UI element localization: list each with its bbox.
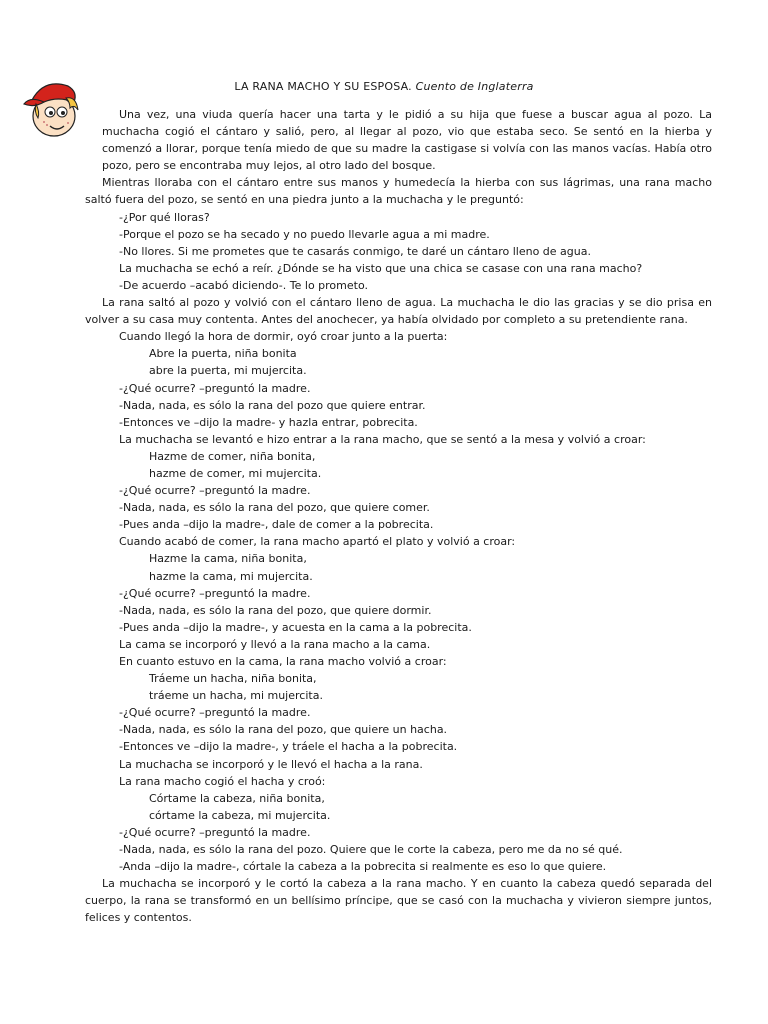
- dialogue-line: En cuanto estuvo en la cama, la rana macho volvió a croar:: [119, 655, 447, 668]
- dialogue-line: La muchacha se incorporó y le llevó el hacha a la rana.: [119, 757, 423, 771]
- title-subtitle: Cuento de Inglaterra: [415, 80, 534, 93]
- dialogue-line: -¿Qué ocurre? –preguntó la madre.: [119, 586, 311, 600]
- dialogue-line: -Porque el pozo se ha secado y no puedo llevarle agua a mi madre.: [119, 227, 490, 241]
- paragraph: Una vez, una viuda quería hacer una tarta y le pidió a su hija que fuese a buscar agua al pozo. La muchacha cogió el cántaro y salió, pero, al llegar al pozo, vio que estaba seco. Se sentó en la hierba y comenzó a llorar, porque tenía miedo de que su madre la castigase si volvía con las manos vacías. Había otro pozo, pero se encontraba muy lejos, al otro lado del bosque.: [102, 108, 712, 173]
- verse-line: Hazme de comer, niña bonita,: [149, 449, 316, 463]
- verse-line: Abre la puerta, niña bonita: [149, 347, 297, 361]
- dialogue-line: -¿Qué ocurre? –preguntó la madre.: [119, 825, 311, 839]
- dialogue-line: -¿Qué ocurre? –preguntó la madre.: [119, 381, 311, 395]
- dialogue-line: -Nada, nada, es sólo la rana del pozo, que quiere comer.: [119, 501, 430, 515]
- dialogue-line: Cuando acabó de comer, la rana macho apartó el plato y volvió a croar:: [119, 535, 516, 549]
- dialogue-line: -No llores. Si me prometes que te casarás conmigo, te daré un cántaro lleno de agua.: [119, 244, 591, 258]
- dialogue-line: -Entonces ve –dijo la madre-, y tráele el hacha a la pobrecita.: [119, 740, 458, 754]
- verse-line: Hazme la cama, niña bonita,: [149, 552, 307, 566]
- dialogue-line: -Entonces ve –dijo la madre- y hazla entrar, pobrecita.: [119, 415, 418, 429]
- verse-line: hazme de comer, mi mujercita.: [149, 466, 322, 480]
- dialogue-line: -¿Qué ocurre? –preguntó la madre.: [119, 484, 311, 498]
- dialogue-line: -Nada, nada, es sólo la rana del pozo, que quiere un hacha.: [119, 723, 448, 737]
- dialogue-line: -Pues anda –dijo la madre-, y acuesta en la cama a la pobrecita.: [119, 620, 472, 634]
- paragraph: La rana saltó al pozo y volvió con el cántaro lleno de agua. La muchacha le dio las gracias y se dio prisa en volver a su casa muy contenta. Antes del anochecer, ya había olvidado por completo a su pretendiente rana.: [85, 296, 712, 327]
- verse-line: Córtame la cabeza, niña bonita,: [149, 791, 325, 805]
- dialogue-line: -¿Por qué lloras?: [119, 210, 210, 224]
- dialogue-line: -Nada, nada, es sólo la rana del pozo, que quiere dormir.: [119, 603, 432, 617]
- paragraph: Mientras lloraba con el cántaro entre sus manos y humedecía la hierba con sus lágrimas, una rana macho saltó fuera del pozo, se sentó en una piedra junto a la muchacha y le preguntó:: [85, 176, 712, 207]
- verse-line: Tráeme un hacha, niña bonita,: [149, 672, 317, 686]
- dialogue-line: -Nada, nada, es sólo la rana del pozo. Quiere que le corte la cabeza, pero me da no sé qué.: [119, 843, 623, 857]
- dialogue-line: -Anda –dijo la madre-, córtale la cabeza a la pobrecita si realmente es eso lo que quiere.: [119, 860, 607, 874]
- dialogue-line: -Nada, nada, es sólo la rana del pozo que quiere entrar.: [119, 398, 426, 412]
- dialogue-line: Cuando llegó la hora de dormir, oyó croar junto a la puerta:: [119, 330, 448, 344]
- paragraph: La muchacha se incorporó y le cortó la cabeza a la rana macho. Y en cuanto la cabeza quedó separada del cuerpo, la rana se transformó en un bellísimo príncipe, que se casó con la muchacha y vivieron siempre juntos, felices y contentos.: [85, 877, 712, 925]
- dialogue-line: La muchacha se levantó e hizo entrar a la rana macho, que se sentó a la mesa y volvió a croar:: [119, 432, 646, 446]
- verse-line: hazme la cama, mi mujercita.: [149, 569, 313, 583]
- dialogue-line: -Pues anda –dijo la madre-, dale de comer a la pobrecita.: [119, 518, 434, 532]
- story-body: [85, 106, 712, 927]
- dialogue-line: La cama se incorporó y llevó a la rana macho a la cama.: [119, 637, 431, 651]
- title-main: LA RANA MACHO Y SU ESPOSA.: [234, 80, 412, 93]
- dialogue-line: La rana macho cogió el hacha y croó:: [119, 774, 326, 788]
- story-title: [0, 80, 768, 93]
- verse-line: abre la puerta, mi mujercita.: [149, 364, 307, 378]
- dialogue-line: -¿Qué ocurre? –preguntó la madre.: [119, 706, 311, 720]
- dialogue-line: -De acuerdo –acabó diciendo-. Te lo prometo.: [119, 278, 368, 292]
- verse-line: tráeme un hacha, mi mujercita.: [149, 689, 323, 703]
- dialogue-line: La muchacha se echó a reír. ¿Dónde se ha visto que una chica se casase con una rana macho?: [119, 261, 643, 275]
- verse-line: córtame la cabeza, mi mujercita.: [149, 808, 331, 822]
